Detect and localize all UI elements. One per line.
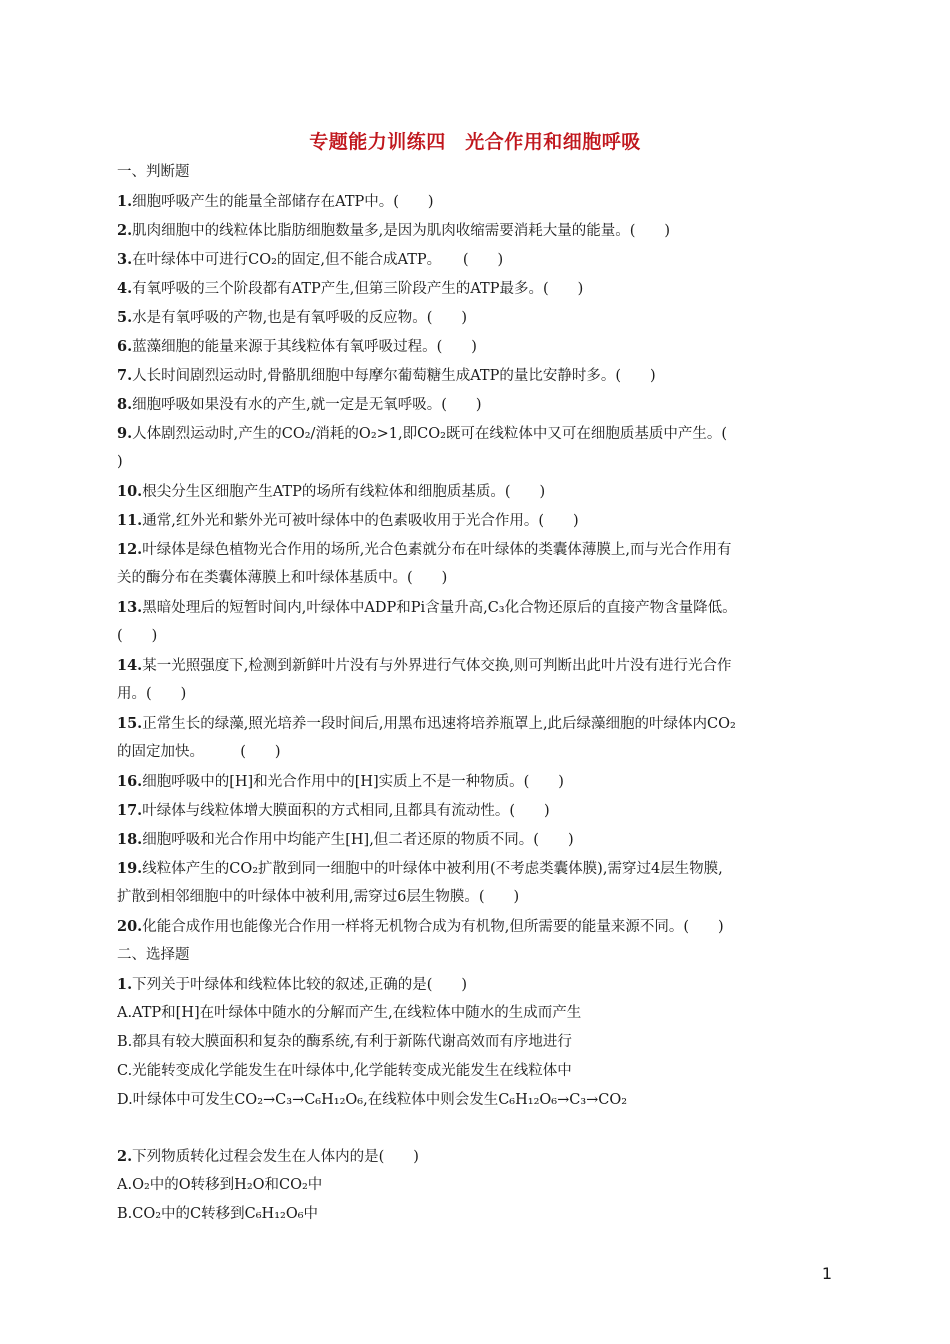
judge-item-19-cont: 扩散到相邻细胞中的叶绿体中被利用,需穿过6层生物膜。( ): [117, 889, 520, 905]
judge-item-15: [117, 709, 833, 738]
choice-option: B.CO₂中的C转移到C₆H₁₂O₆中: [117, 1206, 319, 1222]
judge-item-1: [117, 187, 833, 216]
judge-item-18: [117, 825, 833, 854]
judge-item-19: [117, 854, 833, 883]
item-number: 19.: [117, 860, 143, 877]
spacer: [117, 1115, 833, 1142]
judge-item-10: [117, 477, 833, 506]
choice-option: A.O₂中的O转移到H₂O和CO₂中: [117, 1177, 323, 1193]
judge-item-5: [117, 303, 833, 332]
section-heading-choice: 二、选择题: [117, 947, 190, 963]
content-body: [117, 158, 833, 1229]
judge-item-12-cont: 关的酶分布在类囊体薄膜上和叶绿体基质中。( ): [117, 570, 448, 586]
item-text: 叶绿体是绿色植物光合作用的场所,光合色素就分布在叶绿体的类囊体薄膜上,而与光合作用有: [142, 542, 732, 558]
item-number: 10.: [117, 483, 143, 500]
item-number: 16.: [117, 773, 143, 790]
item-number: 18.: [117, 831, 143, 848]
item-text: 黑暗处理后的短暂时间内,叶绿体中ADP和Pi含量升高,C₃化合物还原后的直接产物含量降低。: [142, 600, 737, 616]
question-stem: 下列关于叶绿体和线粒体比较的叙述,正确的是( ): [132, 977, 468, 993]
item-text: 人体剧烈运动时,产生的CO₂/消耗的O₂>1,即CO₂既可在线粒体中又可在细胞质基质中产生。(: [132, 426, 728, 442]
choice-option: D.叶绿体中可发生CO₂→C₃→C₆H₁₂O₆,在线粒体中则会发生C₆H₁₂O₆→C₃→CO₂: [117, 1092, 628, 1108]
question-number: 1.: [117, 976, 133, 993]
item-text: 叶绿体与线粒体增大膜面积的方式相同,且都具有流动性。( ): [142, 803, 550, 819]
judge-item-4: [117, 274, 833, 303]
item-number: 17.: [117, 802, 143, 819]
question-stem: 下列物质转化过程会发生在人体内的是( ): [132, 1149, 419, 1165]
item-text: 细胞呼吸如果没有水的产生,就一定是无氧呼吸。( ): [132, 397, 482, 413]
judge-item-7: [117, 361, 833, 390]
page-title: 专题能力训练四 光合作用和细胞呼吸: [309, 131, 641, 153]
judge-item-14: [117, 651, 833, 680]
judge-item-12: [117, 535, 833, 564]
item-text: 根尖分生区细胞产生ATP的场所有线粒体和细胞质基质。( ): [142, 484, 546, 500]
judge-item-6: [117, 332, 833, 361]
item-text: 某一光照强度下,检测到新鲜叶片没有与外界进行气体交换,则可判断出此叶片没有进行光合作: [142, 658, 732, 674]
item-text: 蓝藻细胞的能量来源于其线粒体有氧呼吸过程。( ): [132, 339, 477, 355]
judge-item-9: [117, 419, 833, 448]
judge-item-3: [117, 245, 833, 274]
item-number: 9.: [117, 425, 133, 442]
item-text: 线粒体产生的CO₂扩散到同一细胞中的叶绿体中被利用(不考虑类囊体膜),需穿过4层生物膜,: [142, 861, 723, 877]
item-number: 13.: [117, 599, 143, 616]
item-number: 14.: [117, 657, 143, 674]
item-number: 8.: [117, 396, 133, 413]
judge-item-17: [117, 796, 833, 825]
choice-option: B.都具有较大膜面积和复杂的酶系统,有利于新陈代谢高效而有序地进行: [117, 1034, 572, 1050]
judge-item-13: [117, 593, 833, 622]
item-number: 20.: [117, 918, 143, 935]
judge-item-14-cont: 用。( ): [117, 686, 187, 702]
item-number: 6.: [117, 338, 133, 355]
item-number: 7.: [117, 367, 133, 384]
item-number: 3.: [117, 251, 133, 268]
item-text: 细胞呼吸产生的能量全部储存在ATP中。( ): [132, 194, 434, 210]
item-text: 通常,红外光和紫外光可被叶绿体中的色素吸收用于光合作用。( ): [142, 513, 579, 529]
judge-item-2: [117, 216, 833, 245]
judge-item-9-cont: ): [117, 454, 123, 470]
choice-option: C.光能转变成化学能发生在叶绿体中,化学能转变成光能发生在线粒体中: [117, 1063, 572, 1079]
item-number: 1.: [117, 193, 133, 210]
judge-item-11: [117, 506, 833, 535]
judge-item-15-cont: 的固定加快。 ( ): [117, 744, 281, 760]
item-text: 水是有氧呼吸的产物,也是有氧呼吸的反应物。( ): [132, 310, 468, 326]
judge-item-20: [117, 912, 833, 941]
item-text: 正常生长的绿藻,照光培养一段时间后,用黑布迅速将培养瓶罩上,此后绿藻细胞的叶绿体内CO₂: [142, 716, 736, 732]
choice-option: A.ATP和[H]在叶绿体中随水的分解而产生,在线粒体中随水的生成而产生: [117, 1005, 582, 1021]
item-text: 肌肉细胞中的线粒体比脂肪细胞数量多,是因为肌肉收缩需要消耗大量的能量。( ): [132, 223, 671, 239]
page-number: 1: [821, 1264, 832, 1283]
item-number: 11.: [117, 512, 143, 529]
item-text: 有氧呼吸的三个阶段都有ATP产生,但第三阶段产生的ATP最多。( ): [132, 281, 584, 297]
item-number: 5.: [117, 309, 133, 326]
choice-question-2: [117, 1142, 833, 1171]
item-number: 12.: [117, 541, 143, 558]
judge-item-13-cont: ( ): [117, 628, 158, 644]
judge-item-16: [117, 767, 833, 796]
item-text: 在叶绿体中可进行CO₂的固定,但不能合成ATP。 ( ): [132, 252, 504, 268]
item-number: 2.: [117, 222, 133, 239]
item-text: 细胞呼吸中的[H]和光合作用中的[H]实质上不是一种物质。( ): [142, 774, 564, 790]
section-heading-judge: 一、判断题: [117, 164, 190, 180]
item-text: 细胞呼吸和光合作用中均能产生[H],但二者还原的物质不同。( ): [142, 832, 574, 848]
item-text: 化能合成作用也能像光合作用一样将无机物合成为有机物,但所需要的能量来源不同。( ): [142, 919, 724, 935]
item-number: 4.: [117, 280, 133, 297]
item-text: 人长时间剧烈运动时,骨骼肌细胞中每摩尔葡萄糖生成ATP的量比安静时多。( ): [132, 368, 656, 384]
question-number: 2.: [117, 1148, 133, 1165]
judge-item-8: [117, 390, 833, 419]
choice-question-1: [117, 970, 833, 999]
item-number: 15.: [117, 715, 143, 732]
